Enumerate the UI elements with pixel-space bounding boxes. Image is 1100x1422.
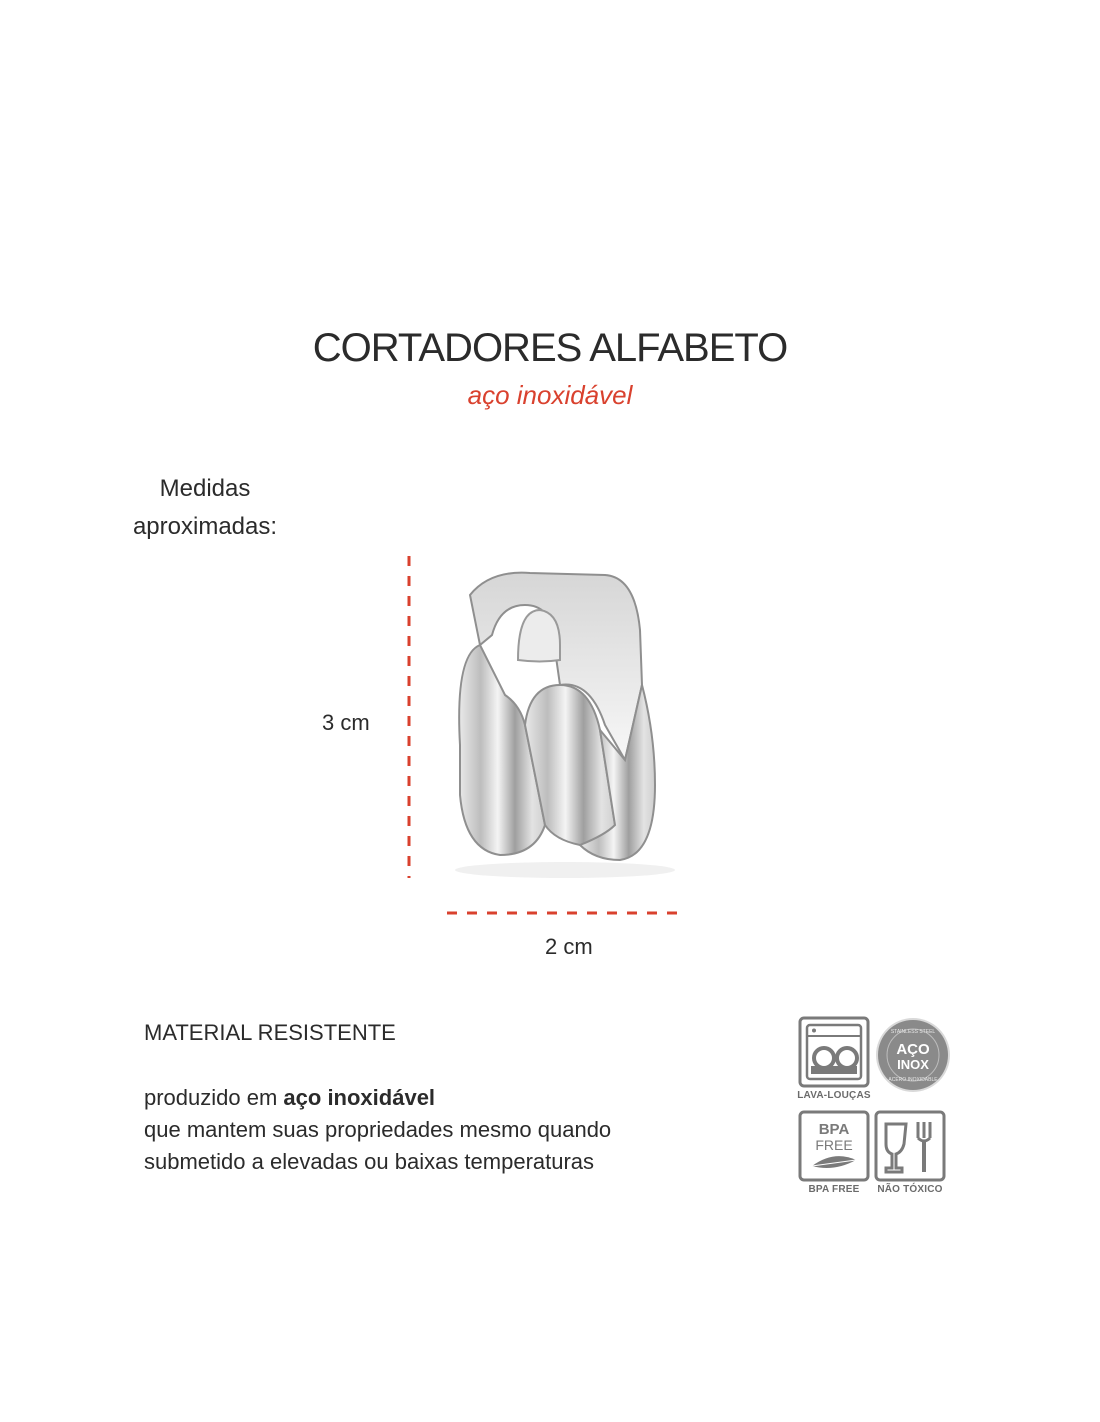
- food-safe-icon: [874, 1110, 946, 1182]
- dishwasher-icon: [798, 1016, 870, 1088]
- width-dimension-label: 2 cm: [545, 934, 593, 959]
- description-bold: aço inoxidável: [283, 1085, 436, 1110]
- bpa-text-1: BPA: [818, 1121, 850, 1138]
- inox-ring-bottom: ACERO INOXIDABLE: [888, 1077, 938, 1083]
- measures-line-2: aproximadas:: [132, 513, 278, 540]
- inox-seal-icon: [874, 1016, 952, 1094]
- bpa-free-label: BPA FREE: [808, 1184, 860, 1195]
- description-line-2: que mantem suas propriedades mesmo quando: [144, 1117, 612, 1142]
- description-line-1: [144, 1082, 611, 1114]
- material-title: MATERIAL RESISTENTE: [144, 1020, 396, 1045]
- description-line-3: submetido a elevadas ou baixas temperaturas: [144, 1149, 595, 1174]
- bpa-free-badge: [798, 1110, 870, 1182]
- non-toxic-badge: [874, 1110, 946, 1182]
- inox-ring-top: STAINLESS STEEL: [890, 1029, 936, 1035]
- inox-text-2: INOX: [897, 1057, 929, 1072]
- non-toxic-label: NÃO TÓXICO: [877, 1184, 943, 1195]
- inox-text-1: AÇO: [896, 1041, 930, 1058]
- material-description: [144, 1082, 611, 1178]
- page-subtitle: aço inoxidável: [467, 380, 633, 410]
- letter-cutter-image: [430, 535, 700, 890]
- height-dimension-label: 3 cm: [322, 710, 370, 735]
- measures-line-1: Medidas: [159, 475, 251, 502]
- description-prefix: produzido em: [144, 1085, 284, 1110]
- page-title: CORTADORES ALFABETO: [312, 326, 788, 370]
- inox-badge: [874, 1016, 952, 1094]
- bpa-text-2: FREE: [815, 1137, 853, 1153]
- dishwasher-badge: [798, 1016, 870, 1088]
- dishwasher-label: LAVA-LOUÇAS: [797, 1090, 871, 1101]
- bpa-free-icon: [798, 1110, 870, 1182]
